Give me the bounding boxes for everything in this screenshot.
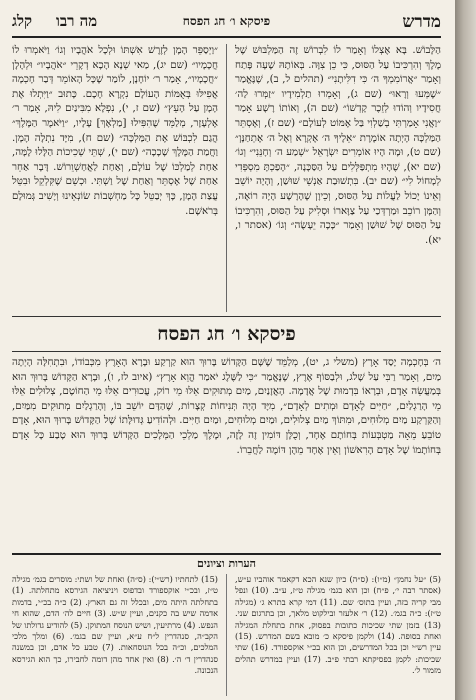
right-column-text: הַלָּבוֹשׁ. בָּא אֶצְלוֹ וְאָמַר לוֹ לִבְרוֹשׁ זֶה הַמַּלְבּוּשׁ שֶׁל מֶלֶךְ וְהִרְכִּיבוֹ עַל הַסּוּס, כִּי כֵן צִוָּה. בְּאוֹתָהּ שָׁעָה פָּתַח וְאָמַר ״אֲרוֹמִמְךָ ה׳ כִּי דִלִּיתָנִי״ (תהלים ל, ב), שֶׁנֶּאֱמַר ״שֶׁמְּעוּ וְרָאוּ״ (שם ג), וְאָמְרוּ תַלְמִידָיו ״זַמְּרוּ לַה׳ חֲסִידָיו וְהוֹדוּ לְזֵכֶר קָדְשׁוֹ״ (שם ה), וְאוֹתוֹ רָשָׁע אָמַר ״וַאֲנִי אָמַרְתִּי בְשַׁלְוִי בַּל אֶמּוֹט לְעוֹלָם״ (שם ז), וְאֶסְתֵּר הַמַּלְכָּה הָיְתָה אוֹמֶרֶת ״אֵלֶיךָ ה׳ אֶקְרָא וְאֶל ה׳ אֶתְחַנָּן״ (שם ט), וּמָה הָיוּ אוֹמְרִים יִשְׂרָאֵל ״שְׁמַע ה׳ וְחָנֵּנִי״ וְגוֹ׳ (שם יא), שֶׁהָיוּ מִתְפַּלְּלִים עַל הַסַּכָּנָה, ״הָפַכְתָּ מִסְפְּדִי לְמָחוֹל לִי״ (שם יב). בִּתְשׁוּבַת אַנְשֵׁי שׁוּשַׁן, וְהָיָה יוֹשֵׁב וְאֵינוֹ יָכוֹל לַעֲלוֹת עַל הַסּוּס, וְכֵיוָן שֶׁהָרָשָׁע הָיָה רוֹאֶה, וְהַמָּן רוֹכֵב וּמַרְדְּכַי עַל צַוָּארוֹ וּסְלִיק עַל הַסּוּס, וְהִרְכִּיבוֹ עַל הַסּוּס שֶׁל שׁוּשַׁן וְאָמַר ״כָּכָה יֵעָשֶׂה״ וְגוֹ׳ (אסתר ו, יא).: [235, 45, 441, 246]
book-title-right: מדרש: [402, 12, 441, 32]
footnotes-left-column: [12, 574, 218, 696]
column-divider: [226, 44, 227, 312]
notes-heading: הערות וציונים: [12, 553, 441, 573]
section-body-text: ה׳ בְּחָכְמָה יָסַד אָרֶץ (משלי ג, יט), מְלַמֵּד שֶׁשָּׁם הַקָּדוֹשׁ בָּרוּךְ הוּא קַרְקַע וּבָרָא הָאָרֶץ מִכְּבוֹדוֹ, וּבִתְחִלָּה הָיְתָה מַיִם, וְאָמַר רַבִּי עַל שָׁלֹג, וּלְבַסּוֹף אֶרֶץ, שֶׁנֶּאֱמַר ״כִּי לַשֶּׁלֶג יֹאמַר הֱוֵא אָרֶץ״ (איוב לז, ו), וּבָרָא הַקָּדוֹשׁ בָּרוּךְ הוּא בְּמַעֲשֵׂה אָדָם, וּבְרָאוֹ בִּדְמוּת שֶׁל אֲדָמָה. הָאֲזָנַיִם, מַיִם מְתוּקִים אֵלּוּ מֵי רוֹק, עֲכוּרִים אֵלּוּ מֵי הַחוֹטֶם, צְלוּלִים אֵלּוּ מֵי הָרַגְלַיִם, ״חַיִּים לָאָדָם וּמְתִים לְאָדָם״, מִיָּד הָיָה תְּנִיחוֹת קְצָרוֹת, שֶׁהַדָּם יוֹשֵׁב בּוֹ, וְהָרַגְלַיִם מְתוּקִים מִמַּיִם, וְהַקַּרְקַע מַיִם מְלוּחִים, וּמִתּוֹךְ מַיִם צְלוּלִים, וּמַיִם מְלוּחִים, וּמַיִם חַיִּים. וּלְהוֹדִיעַ גְּדוּלָּתוֹ שֶׁל הַקָּדוֹשׁ בָּרוּךְ הוּא, אָדָם טוֹבֵעַ מֵאָה מַטְבְּעוֹת בְּחוֹתָם אֶחָד, וְכֻלָּן דּוֹמִין זֶה לָזֶה, וּמֶלֶךְ מַלְכֵי הַמְּלָכִים הַקָּדוֹשׁ בָּרוּךְ הוּא טָבַע כָּל אָדָם בְּחוֹתָמוֹ שֶׁל אָדָם הָרִאשׁוֹן וְאֵין אֶחָד מֵהֶן דּוֹמֶה לַחֲבֵרוֹ.: [12, 357, 441, 456]
footnotes-left-text: (15) לתחתיו (רש״י): (ס״ה) ואחת של ושתי: מוסרים בגמ׳ מגילה ט״ז, ובכ״י אוקספורד ובדפוס ויניציאה הגירסא מתחלתה. (1) בתחלתה היתה מים, ובכלל זה גם הארץ. (2) כ״ה בכ״י, בדמות אדמה שיש בה כקנים, ועיין ש״ש. (3) חיים לה׳ הדם, שהוא חי הנפש. (4) מרתיעין, ושיש הנוסח המתוקן. (5) להודיע גדולתו של הקב״ה, סנהדרין ל״ח ע״א, ועיין שם בגמ׳. (6) ומלך מלכי המלכים, וכ״ה בכל הנוסחאות. (7) טבע כל אדם, וכן במשנה סנהדרין ד׳ ה׳. (8) ואין אחד מהן דומה לחבירו, כך הוא הגירסא הנכונה.: [12, 574, 218, 676]
page-number: קלג: [12, 12, 32, 30]
footnotes-right-column: [235, 574, 441, 696]
top-text-columns: [12, 44, 441, 312]
footnotes-divider: [226, 574, 227, 696]
book-title-left: מה רבו: [56, 12, 98, 30]
left-column-text: ״וַיְסַפֵּר הָמָן לְזֶרֶשׁ אִשְׁתּוֹ וּלְכָל אֹהֲבָיו וְגוֹ׳ וַיֹּאמְרוּ לוֹ חֲכָמָיו״ (שם יג), מַאי שְׁנָא הָכָא דְקָרֵי ״אֹהֲבָיו״ וּלְהָלָן ״חֲכָמָיו״, אָמַר ר׳ יוֹחָנָן, לוֹמַר שֶׁכָּל הָאוֹמֵר דְּבַר חָכְמָה אֲפִילּוּ בְּאֻמּוֹת הָעוֹלָם נִקְרָא חָכָם. כָּתוּב ״וַיִּתְלוּ אֶת הָמָן עַל הָעֵץ״ (שם ז, י), נִפְלָא מִבִּינַיִם לִיהּ, אָמַר ר׳ אֶלְעָזָר, מְלַמֵּד שֶׁהִפִּילוּ [מַלְאָךְ] עָלָיו, ״וַיֹּאמֶר הַמֶּלֶךְ״ הֲגַם לִכְבּוֹשׁ אֶת הַמַּלְכָּה״ (שם ח), מִיָּד נִתְלָה הָמָן. וַחֲמַת הַמֶּלֶךְ שָׁכָכָה״ (שם י), שְׁתֵּי שְׁכִיכוֹת הַלָּלוּ לָמָּה, אַחַת לְמַלְכּוֹ שֶׁל עוֹלָם, וְאַחַת לַאֲחַשְׁוֵרוֹשׁ. דָּבָר אַחֵר אַחַת שֶׁל אֶסְתֵּר וְאַחַת שֶׁל וַשְׁתִּי. וּכְשֵׁם שֶׁקִּלְקֵל וּבִטֵּל עֲצַת הָמָן, כָּךְ יְבַטֵּל כָּל מַחְשְׁבוֹת שׂוֹנְאֵינוּ וְיָשִׁיב גְּמוּלָם בְּרֹאשָׁם.: [12, 45, 218, 217]
footnotes: [12, 574, 441, 696]
left-column: [12, 44, 218, 312]
running-header: [12, 10, 441, 38]
section-running-title: פיסקא ו׳ חג הפסח: [182, 14, 271, 28]
right-column: [235, 44, 441, 312]
section-body: [12, 356, 441, 546]
book-gutter: [455, 0, 476, 700]
section-heading: פיסקא ו׳ חג הפסח: [12, 316, 441, 352]
footnotes-right-text: (5) ״על נחמן״ (מ״ו): (ס״ה) כיון שנא הכא דקאמר אוהביו ע״ש, (אסתר רבה י׳, פ״ח) וכן הוא בגמ׳ מגילה ט״ז, ע״ב. (10) ונפל מבי קריה בזה, ועיין בתוס׳ שם. (11) דמי קרא בתרא ג׳ (מגילה ט״ז): כ״ה בגמ׳. (12) ר׳ אלעזר ובילקוט מלאך, וכן בתרגום שני. (13) בזמן שתי שכיכות כתובות בפסוק, אחת בתחלת המגילה ואחת בסופה. (14) ולקמן פיסקא כ׳ מובא בשם המדרש. (15) עיין רש״י וכן בכל המדרשים, וכן הוא בכ״י אוקספורד. (16) שתי שכיכות: לקמן בפסיקתא רבתי פ״ב. (17) ועיין במדרש תהלים מזמור ל׳.: [235, 574, 441, 676]
